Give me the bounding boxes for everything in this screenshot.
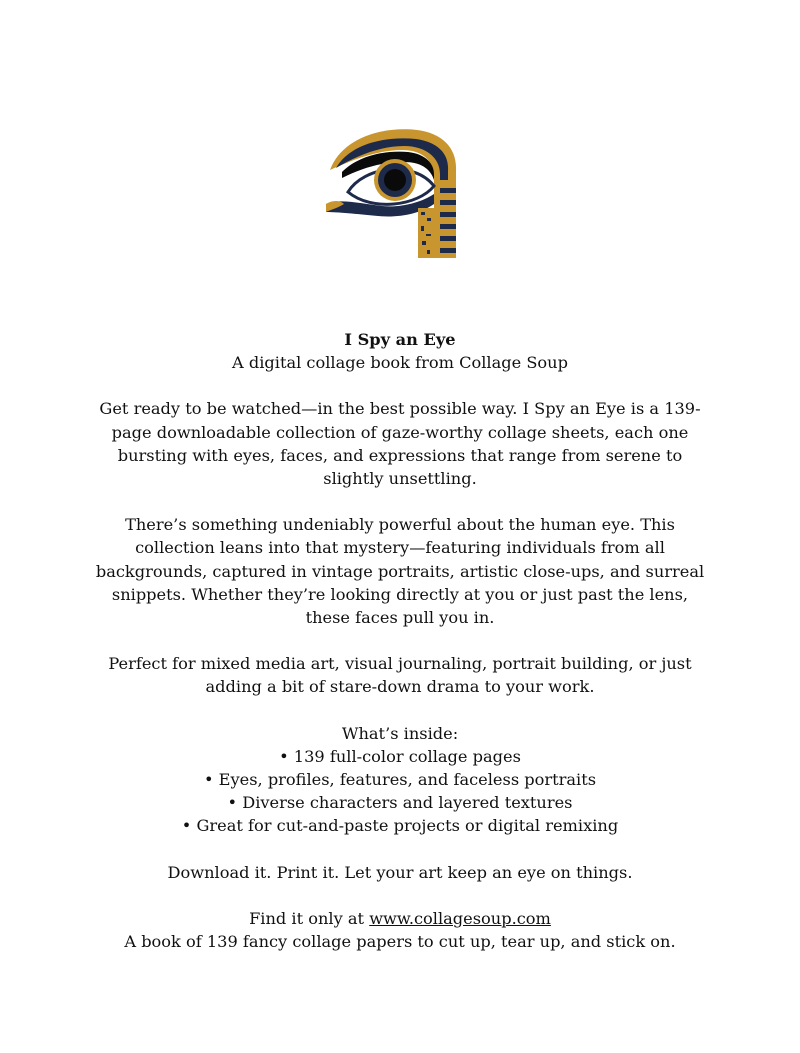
page-subtitle: A digital collage book from Collage Soup bbox=[232, 353, 568, 373]
list-item: • Diverse characters and layered textures bbox=[227, 793, 573, 813]
find-line bbox=[90, 907, 710, 930]
document-body bbox=[90, 328, 710, 953]
inside-heading: What’s inside: bbox=[341, 723, 459, 743]
mystery-paragraph: There’s something undeniably powerful about the human eye. This collection leans into that mystery—featuring individuals from all backgrounds, captured in vintage portraits, artistic close-ups, and surreal snippets. Whether they’re looking directly at you or just past the lens, these faces pull you in. bbox=[95, 515, 705, 628]
list-item: • 139 full-color collage pages bbox=[279, 746, 521, 766]
intro-paragraph: Get ready to be watched—in the best possible way. I Spy an Eye is a 139-page downloadable collection of gaze-worthy collage sheets, each one bursting with eyes, faces, and expressions that range from serene to slightly unsettling. bbox=[99, 399, 701, 489]
page-title: I Spy an Eye bbox=[344, 330, 456, 349]
find-prefix: Find it only at bbox=[249, 908, 370, 928]
list-item: • Great for cut-and-paste projects or digital remixing bbox=[181, 816, 619, 836]
website-link[interactable]: www.collagesoup.com bbox=[369, 908, 551, 928]
tagline: A book of 139 fancy collage papers to cut up, tear up, and stick on. bbox=[124, 932, 676, 952]
inside-list bbox=[90, 745, 710, 838]
list-item: • Eyes, profiles, features, and faceless portraits bbox=[203, 770, 597, 790]
uses-paragraph: Perfect for mixed media art, visual journaling, portrait building, or just adding a bit of stare-down drama to your work. bbox=[108, 654, 692, 697]
cta-line: Download it. Print it. Let your art keep an eye on things. bbox=[167, 862, 633, 882]
eye-of-horus-icon bbox=[322, 108, 472, 273]
